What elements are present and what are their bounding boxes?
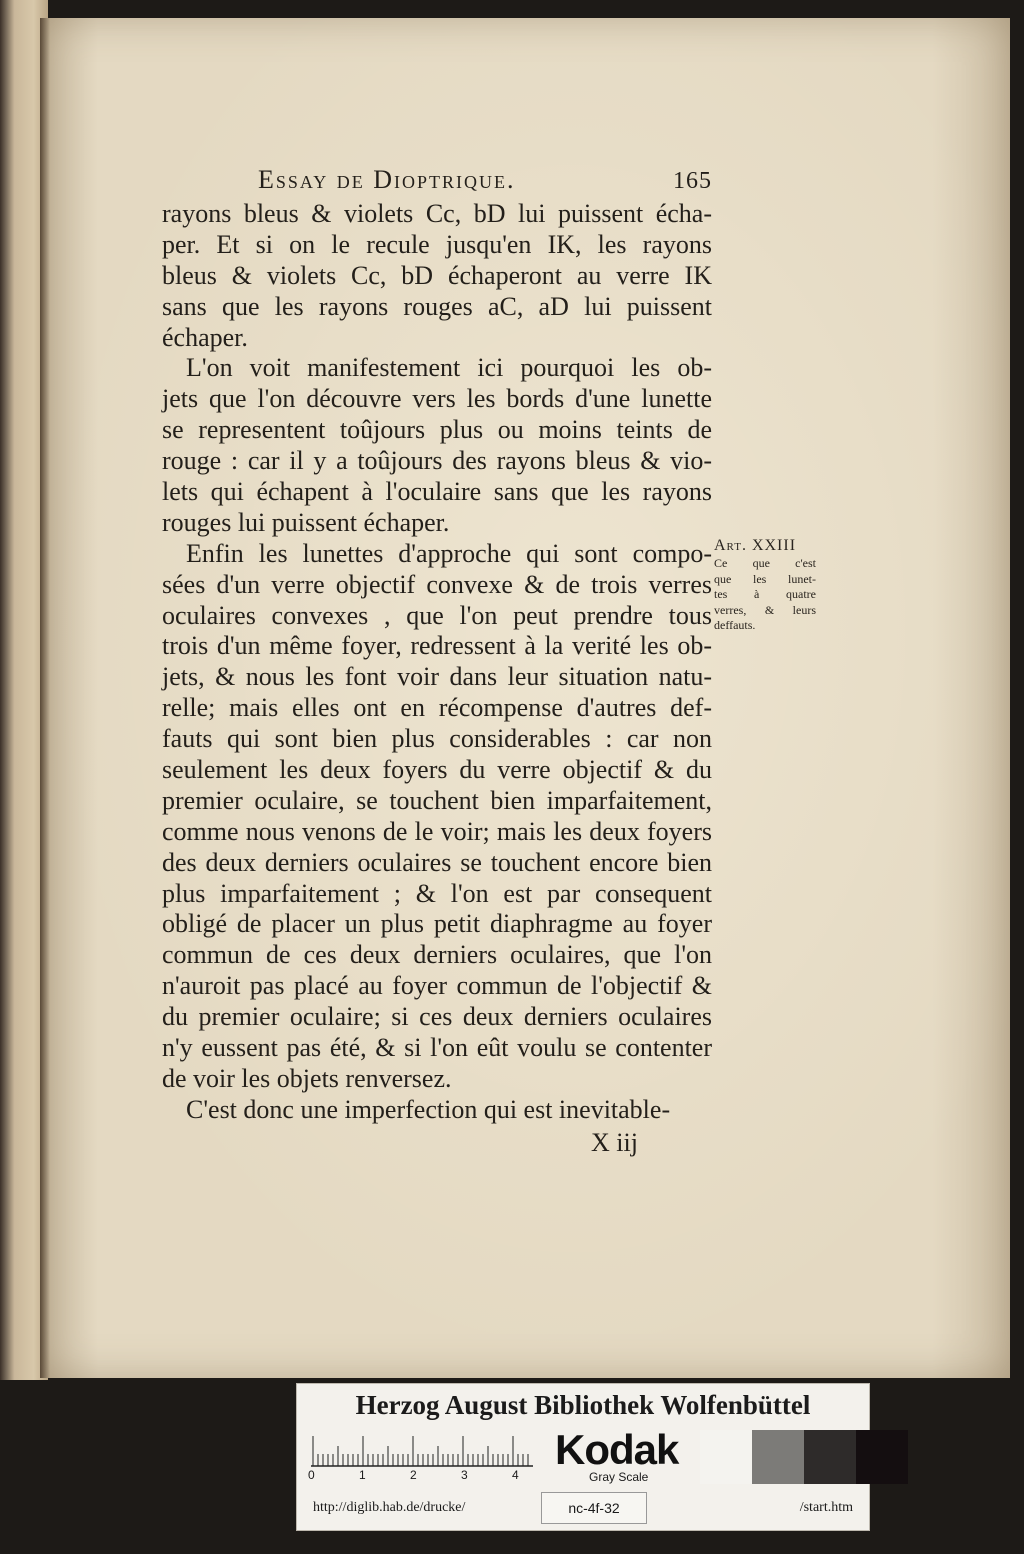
text-line: fauts qui sont bien plus considerables : car non: [162, 724, 712, 754]
paragraph-4: [162, 1095, 712, 1126]
text-line: du premier oculaire; si ces deux derniers oculaires: [162, 1002, 712, 1032]
text-line: jets, & nous les font voir dans leur situation natu-: [162, 662, 712, 692]
paragraph-2: [162, 353, 712, 538]
text-line: jets que l'on découvre vers les bords d'une lunette: [162, 384, 712, 414]
text-line: premier oculaire, se touchent bien imparfaitement,: [162, 785, 712, 815]
text-line: de voir les objets renversez.: [162, 1063, 452, 1093]
url-left: http://diglib.hab.de/drucke/: [313, 1500, 466, 1515]
text-line: bleus & violets Cc, bD échaperont au verre IK: [162, 260, 712, 290]
color-calibration-card: [296, 1383, 870, 1531]
text-line: comme nous venons de le voir; mais les deux foyers: [162, 816, 712, 846]
shelfmark: nc-4f-32: [541, 1492, 647, 1524]
text-line: des deux derniers oculaires se touchent encore bien: [162, 847, 712, 877]
page-gutter-shadow: [40, 18, 50, 1378]
text-line: seulement les deux foyers du verre objectif & du: [162, 755, 712, 785]
library-name: Herzog August Bibliothek Wolfenbüttel: [355, 1390, 811, 1420]
gray-scale-label: Gray Scale: [589, 1470, 649, 1484]
text-line: n'auroit pas placé au foyer commun de l'objectif &: [162, 971, 712, 1001]
text-line: rayons bleus & violets Cc, bD lui puissent écha-: [162, 199, 712, 228]
ruler-label: 2: [410, 1468, 417, 1482]
marginal-note-line: Ce que c'est: [714, 556, 816, 570]
gray-patch: [700, 1430, 752, 1484]
text-line: oculaires convexes , que l'on peut prendre tous: [162, 600, 712, 630]
text-line: commun de ces deux derniers oculaires, que l'on: [162, 940, 712, 970]
text-line: n'y eussent pas été, & si l'on eût voulu se contenter: [162, 1033, 712, 1063]
paragraph-3: [162, 539, 712, 1095]
marginal-note-heading: Art. XXIII: [714, 537, 797, 554]
text-line: C'est donc une imperfection qui est inevitable-: [186, 1094, 671, 1124]
running-title: Essay de Dioptrique.: [258, 165, 516, 194]
text-line: lets qui échapent à l'oculaire sans que les rayons: [162, 477, 712, 507]
gray-patch: [752, 1430, 804, 1484]
paragraph-1: [162, 199, 712, 353]
url-right: /start.htm: [799, 1500, 853, 1515]
ruler-label: 1: [359, 1468, 366, 1482]
text-line: plus imparfaitement ; & l'on est par consequent: [162, 878, 712, 908]
kodak-logo: Kodak: [555, 1426, 679, 1473]
marginal-note-line: deffauts.: [714, 618, 756, 632]
text-line: per. Et si on le recule jusqu'en IK, les rayons: [162, 229, 712, 259]
text-line: Enfin les lunettes d'approche qui sont compo-: [186, 538, 712, 568]
measurement-ruler: [311, 1432, 533, 1468]
gray-patch: [804, 1430, 856, 1484]
text-line: trois d'un même foyer, redressent à la verité les ob-: [162, 631, 712, 661]
ruler-label: 4: [512, 1468, 519, 1482]
text-line: rouges lui puissent échaper.: [162, 507, 450, 537]
running-head: [162, 165, 712, 199]
marginal-note-line: que les lunet-: [714, 571, 816, 586]
main-text-block: [162, 165, 712, 1126]
page-number: 165: [673, 168, 712, 194]
gray-scale-patches: [700, 1430, 908, 1484]
text-line: échaper.: [162, 322, 248, 352]
ruler-label: 3: [461, 1468, 468, 1482]
text-line: obligé de placer un plus petit diaphragme au foyer: [162, 909, 712, 939]
ruler-labels: [308, 1468, 538, 1486]
text-line: sées d'un verre objectif convexe & de trois verres: [162, 569, 712, 599]
text-line: relle; mais elles ont en récompense d'autres def-: [162, 693, 712, 723]
text-line: rouge : car il y a toûjours des rayons bleus & vio-: [162, 446, 712, 476]
ruler-label: 0: [308, 1468, 315, 1482]
text-line: se representent toûjours plus ou moins teints de: [162, 415, 712, 445]
text-line: sans que les rayons rouges aC, aD lui puissent: [162, 291, 712, 321]
text-line: L'on voit manifestement ici pourquoi les ob-: [186, 353, 712, 383]
signature-mark: X iij: [591, 1128, 638, 1157]
marginal-note: [714, 536, 816, 634]
gray-patch: [856, 1430, 908, 1484]
marginal-note-line: tes à quatre: [714, 587, 816, 601]
marginal-note-line: verres, & leurs: [714, 602, 816, 617]
